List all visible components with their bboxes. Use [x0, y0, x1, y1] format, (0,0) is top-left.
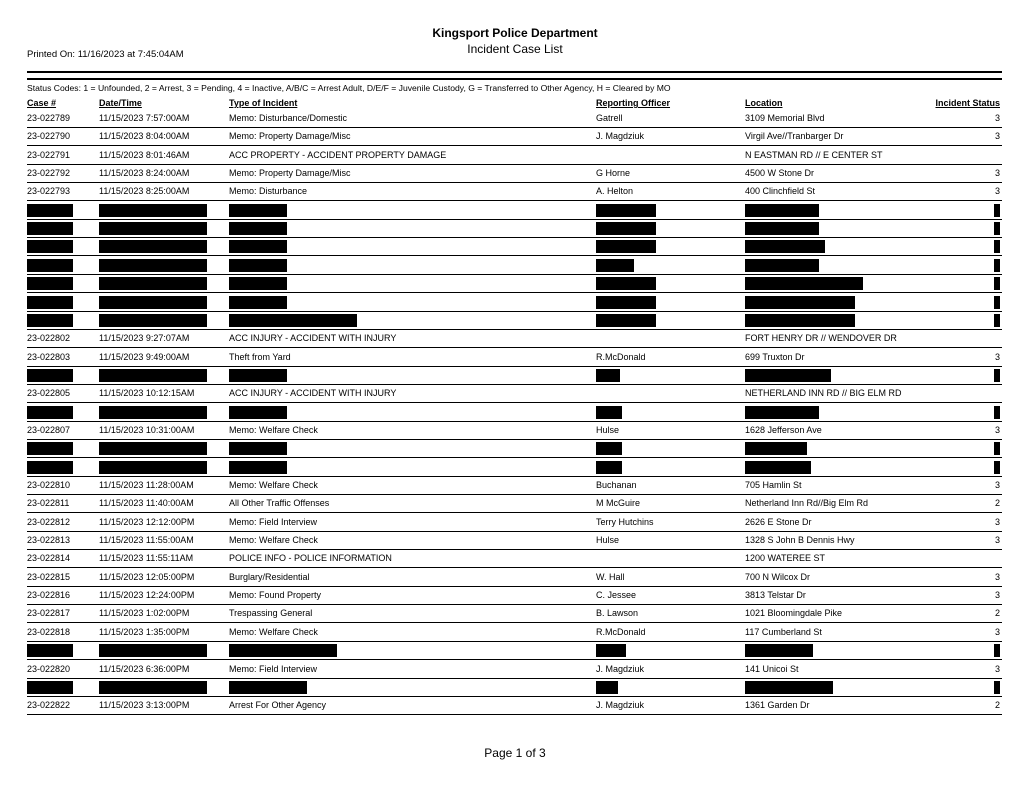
redaction-bar: [596, 406, 622, 419]
reporting-officer-cell: Terry Hutchins: [596, 516, 654, 527]
redaction-bar: [99, 406, 207, 419]
redaction-bar: [99, 644, 207, 657]
case-number-cell: 23-022807: [27, 424, 71, 435]
column-header-date: Date/Time: [99, 98, 142, 108]
redaction-bar: [745, 442, 807, 455]
page-title: Kingsport Police Department: [432, 26, 598, 40]
reporting-officer-cell: W. Hall: [596, 571, 625, 582]
redaction-bar: [27, 406, 73, 419]
reporting-officer-cell: J. Magdziuk: [596, 131, 645, 142]
incident-status-cell: 3: [994, 113, 1000, 123]
case-number-cell: 23-022814: [27, 553, 71, 564]
incident-type-cell: ACC PROPERTY - ACCIDENT PROPERTY DAMAGE: [229, 149, 447, 160]
redaction-bar: [99, 369, 207, 382]
incident-type-cell: All Other Traffic Offenses: [229, 498, 330, 509]
redacted-row: [0, 257, 1030, 275]
table-row: [0, 330, 1030, 348]
redaction-bar: [27, 277, 73, 290]
incident-type-cell: Memo: Found Property: [229, 590, 322, 601]
case-number-cell: 23-022791: [27, 149, 71, 160]
table-row: [0, 587, 1030, 605]
incident-type-cell: Memo: Field Interview: [229, 663, 318, 674]
table-row: [0, 147, 1030, 165]
case-number-cell: 23-022817: [27, 608, 71, 619]
redaction-bar: [745, 222, 819, 235]
reporting-officer-cell: J. Magdziuk: [596, 663, 645, 674]
table-row: [0, 624, 1030, 642]
date-time-cell: 11/15/2023 9:49:00AM: [99, 351, 190, 362]
redacted-row: [0, 202, 1030, 220]
reporting-officer-cell: Hulse: [596, 424, 620, 435]
reporting-officer-cell: G Horne: [596, 168, 631, 179]
date-time-cell: 11/15/2023 1:35:00PM: [99, 626, 190, 637]
top-divider: [27, 71, 1002, 73]
redaction-bar: [596, 314, 656, 327]
date-time-cell: 11/15/2023 6:36:00PM: [99, 663, 190, 674]
date-time-cell: 11/15/2023 11:40:00AM: [99, 498, 194, 509]
reporting-officer-cell: Hulse: [596, 535, 620, 546]
case-number-cell: 23-022811: [27, 498, 70, 509]
redaction-bar: [994, 681, 1000, 694]
table-row: [0, 495, 1030, 513]
incident-status-cell: 3: [994, 590, 1000, 601]
location-cell: 3813 Telstar Dr: [745, 590, 806, 601]
date-time-cell: 11/15/2023 8:04:00AM: [99, 131, 190, 142]
reporting-officer-cell: B. Lawson: [596, 608, 639, 619]
redaction-bar: [745, 296, 855, 309]
redaction-bar: [994, 204, 1000, 217]
redaction-bar: [994, 222, 1000, 235]
redaction-bar: [27, 681, 73, 694]
redaction-bar: [229, 461, 287, 474]
table-row: [0, 128, 1030, 146]
date-time-cell: 11/15/2023 7:57:00AM: [99, 113, 190, 123]
case-number-cell: 23-022822: [27, 700, 71, 711]
reporting-officer-cell: C. Jessee: [596, 590, 637, 601]
redaction-bar: [596, 240, 656, 253]
redacted-row: [0, 440, 1030, 458]
redaction-bar: [745, 369, 831, 382]
redaction-bar: [229, 222, 287, 235]
top-divider-2: [27, 78, 1002, 80]
redaction-bar: [229, 296, 287, 309]
location-cell: Virgil Ave//Tranbarger Dr: [745, 131, 844, 142]
case-number-cell: 23-022813: [27, 535, 71, 546]
redaction-bar: [994, 314, 1000, 327]
redacted-row: [0, 312, 1030, 330]
redaction-bar: [27, 369, 73, 382]
redaction-bar: [99, 442, 207, 455]
location-cell: 1200 WATEREE ST: [745, 553, 826, 564]
redaction-bar: [99, 277, 207, 290]
page-subtitle: Incident Case List: [467, 42, 563, 56]
redaction-bar: [99, 681, 207, 694]
case-number-cell: 23-022790: [27, 131, 71, 142]
redaction-bar: [745, 259, 819, 272]
reporting-officer-cell: Buchanan: [596, 480, 637, 490]
location-cell: 4500 W Stone Dr: [745, 168, 815, 179]
reporting-officer-cell: J. Magdziuk: [596, 700, 645, 711]
location-cell: 141 Unicoi St: [745, 663, 799, 674]
table-row: [0, 165, 1030, 183]
redaction-bar: [27, 461, 73, 474]
incident-type-cell: ACC INJURY - ACCIDENT WITH INJURY: [229, 333, 397, 344]
location-cell: 1361 Garden Dr: [745, 700, 810, 711]
redaction-bar: [745, 240, 825, 253]
redacted-row: [0, 459, 1030, 477]
location-cell: 699 Truxton Dr: [745, 351, 805, 362]
redaction-bar: [27, 240, 73, 253]
table-row: [0, 183, 1030, 201]
incident-status-cell: 3: [994, 480, 1000, 490]
redaction-bar: [229, 259, 287, 272]
redacted-row: [0, 642, 1030, 660]
column-header-officer: Reporting Officer: [596, 98, 671, 108]
case-number-cell: 23-022803: [27, 351, 71, 362]
table-row: [0, 550, 1030, 568]
redaction-bar: [994, 461, 1000, 474]
incident-type-cell: Memo: Welfare Check: [229, 480, 318, 490]
location-cell: 1021 Bloomingdale Pike: [745, 608, 843, 619]
page-number: Page 1 of 3: [484, 746, 546, 760]
incident-type-cell: Theft from Yard: [229, 351, 291, 362]
redaction-bar: [27, 314, 73, 327]
redaction-bar: [994, 442, 1000, 455]
redaction-bar: [99, 296, 207, 309]
date-time-cell: 11/15/2023 12:24:00PM: [99, 590, 195, 601]
redaction-bar: [596, 204, 656, 217]
column-header-status: Incident Status: [935, 98, 1000, 108]
date-time-cell: 11/15/2023 9:27:07AM: [99, 333, 190, 344]
incident-status-cell: 2: [994, 608, 1000, 619]
redaction-bar: [229, 644, 337, 657]
table-row: [0, 661, 1030, 679]
redaction-bar: [229, 406, 287, 419]
redaction-bar: [99, 240, 207, 253]
case-number-cell: 23-022818: [27, 626, 71, 637]
incident-status-cell: 3: [994, 626, 1000, 637]
reporting-officer-cell: M McGuire: [596, 498, 641, 509]
redaction-bar: [99, 222, 207, 235]
column-header-location: Location: [745, 98, 783, 108]
incident-type-cell: Memo: Disturbance: [229, 186, 308, 197]
date-time-cell: 11/15/2023 8:25:00AM: [99, 186, 190, 197]
table-row: [0, 569, 1030, 587]
incident-status-cell: 3: [994, 424, 1000, 435]
redacted-row: [0, 679, 1030, 697]
table-row: [0, 605, 1030, 623]
table-row: [0, 385, 1030, 403]
redaction-bar: [229, 314, 357, 327]
redaction-bar: [27, 222, 73, 235]
case-number-cell: 23-022816: [27, 590, 71, 601]
redaction-bar: [596, 296, 656, 309]
incident-status-cell: 2: [994, 498, 1000, 509]
case-number-cell: 23-022793: [27, 186, 71, 197]
incident-status-cell: 3: [994, 186, 1000, 197]
redaction-bar: [27, 644, 73, 657]
date-time-cell: 11/15/2023 12:12:00PM: [99, 516, 195, 527]
redaction-bar: [99, 259, 207, 272]
redaction-bar: [745, 644, 813, 657]
redaction-bar: [745, 461, 811, 474]
location-cell: 1628 Jefferson Ave: [745, 424, 822, 435]
location-cell: N EASTMAN RD // E CENTER ST: [745, 149, 883, 160]
location-cell: 700 N Wilcox Dr: [745, 571, 811, 582]
redaction-bar: [229, 369, 287, 382]
incident-status-cell: 3: [994, 535, 1000, 546]
reporting-officer-cell: R.McDonald: [596, 626, 646, 637]
incident-status-cell: 3: [994, 571, 1000, 582]
case-number-cell: 23-022810: [27, 480, 71, 490]
redaction-bar: [596, 277, 656, 290]
reporting-officer-cell: Gatrell: [596, 113, 623, 123]
date-time-cell: 11/15/2023 8:24:00AM: [99, 168, 190, 179]
redaction-bar: [596, 461, 622, 474]
incident-status-cell: 3: [994, 663, 1000, 674]
location-cell: 2626 E Stone Dr: [745, 516, 812, 527]
case-number-cell: 23-022820: [27, 663, 71, 674]
redaction-bar: [596, 681, 618, 694]
redaction-bar: [745, 406, 819, 419]
date-time-cell: 11/15/2023 11:55:00AM: [99, 535, 194, 546]
incident-type-cell: Memo: Welfare Check: [229, 424, 318, 435]
incident-type-cell: Arrest For Other Agency: [229, 700, 327, 711]
table-row: [0, 110, 1030, 128]
location-cell: NETHERLAND INN RD // BIG ELM RD: [745, 388, 902, 399]
redaction-bar: [994, 644, 1000, 657]
redaction-bar: [994, 259, 1000, 272]
redaction-bar: [994, 296, 1000, 309]
redaction-bar: [99, 461, 207, 474]
redaction-bar: [596, 222, 656, 235]
incident-type-cell: Trespassing General: [229, 608, 313, 619]
table-row: [0, 477, 1030, 495]
redaction-bar: [99, 204, 207, 217]
redaction-bar: [994, 277, 1000, 290]
redaction-bar: [229, 240, 287, 253]
table-row: [0, 422, 1030, 440]
redaction-bar: [596, 644, 626, 657]
incident-status-cell: 2: [994, 700, 1000, 711]
incident-status-cell: 3: [994, 516, 1000, 527]
incident-type-cell: Memo: Welfare Check: [229, 626, 318, 637]
column-header-case: Case #: [27, 98, 57, 108]
redaction-bar: [745, 681, 833, 694]
incident-type-cell: ACC INJURY - ACCIDENT WITH INJURY: [229, 388, 397, 399]
redaction-bar: [994, 369, 1000, 382]
redaction-bar: [596, 259, 634, 272]
redaction-bar: [745, 314, 855, 327]
date-time-cell: 11/15/2023 8:01:46AM: [99, 149, 190, 160]
case-number-cell: 23-022802: [27, 333, 71, 344]
redaction-bar: [27, 296, 73, 309]
case-number-cell: 23-022789: [27, 113, 71, 123]
redaction-bar: [229, 204, 287, 217]
table-row: [0, 697, 1030, 715]
redaction-bar: [229, 681, 307, 694]
incident-status-cell: 3: [994, 351, 1000, 362]
incident-type-cell: Memo: Field Interview: [229, 516, 318, 527]
redaction-bar: [99, 314, 207, 327]
case-number-cell: 23-022805: [27, 388, 71, 399]
location-cell: FORT HENRY DR // WENDOVER DR: [745, 333, 897, 344]
incident-status-cell: 3: [994, 131, 1000, 142]
redacted-row: [0, 238, 1030, 256]
case-number-cell: 23-022792: [27, 168, 71, 179]
redaction-bar: [229, 442, 287, 455]
location-cell: 117 Cumberland St: [745, 626, 822, 637]
date-time-cell: 11/15/2023 10:31:00AM: [99, 424, 195, 435]
redaction-bar: [596, 369, 620, 382]
table-row: [0, 514, 1030, 532]
table-row: [0, 532, 1030, 550]
incident-type-cell: Burglary/Residential: [229, 571, 310, 582]
redaction-bar: [745, 204, 819, 217]
location-cell: 400 Clinchfield St: [745, 186, 816, 197]
location-cell: 3109 Memorial Blvd: [745, 113, 825, 123]
date-time-cell: 11/15/2023 1:02:00PM: [99, 608, 190, 619]
date-time-cell: 11/15/2023 11:55:11AM: [99, 553, 194, 564]
reporting-officer-cell: R.McDonald: [596, 351, 646, 362]
redacted-row: [0, 294, 1030, 312]
table-row: [0, 349, 1030, 367]
redaction-bar: [229, 277, 287, 290]
case-number-cell: 23-022812: [27, 516, 71, 527]
column-header-type: Type of Incident: [229, 98, 298, 108]
status-codes-legend: Status Codes: 1 = Unfounded, 2 = Arrest, 3 = Pending, 4 = Inactive, A/B/C = Arrest Adult, D/E/F = Juvenile Custody, G = Transferred to Other Agency, H = Cleared by MO: [27, 83, 671, 93]
date-time-cell: 11/15/2023 10:12:15AM: [99, 388, 195, 399]
printed-on: Printed On: 11/16/2023 at 7:45:04AM: [27, 49, 184, 60]
redaction-bar: [994, 240, 1000, 253]
reporting-officer-cell: A. Helton: [596, 186, 634, 197]
redaction-bar: [745, 277, 863, 290]
location-cell: 1328 S John B Dennis Hwy: [745, 535, 855, 546]
case-number-cell: 23-022815: [27, 571, 71, 582]
redaction-bar: [27, 204, 73, 217]
redaction-bar: [596, 442, 622, 455]
date-time-cell: 11/15/2023 3:13:00PM: [99, 700, 190, 711]
redaction-bar: [27, 259, 73, 272]
incident-type-cell: Memo: Property Damage/Misc: [229, 168, 351, 179]
date-time-cell: 11/15/2023 11:28:00AM: [99, 480, 194, 490]
incident-type-cell: Memo: Disturbance/Domestic: [229, 113, 348, 123]
redacted-row: [0, 275, 1030, 293]
redacted-row: [0, 404, 1030, 422]
incident-type-cell: Memo: Property Damage/Misc: [229, 131, 351, 142]
redaction-bar: [994, 406, 1000, 419]
redacted-row: [0, 220, 1030, 238]
location-cell: 705 Hamlin St: [745, 480, 802, 490]
location-cell: Netherland Inn Rd//Big Elm Rd: [745, 498, 869, 509]
incident-type-cell: Memo: Welfare Check: [229, 535, 318, 546]
redaction-bar: [27, 442, 73, 455]
incident-status-cell: 3: [994, 168, 1000, 179]
redacted-row: [0, 367, 1030, 385]
incident-type-cell: POLICE INFO - POLICE INFORMATION: [229, 553, 392, 564]
date-time-cell: 11/15/2023 12:05:00PM: [99, 571, 195, 582]
